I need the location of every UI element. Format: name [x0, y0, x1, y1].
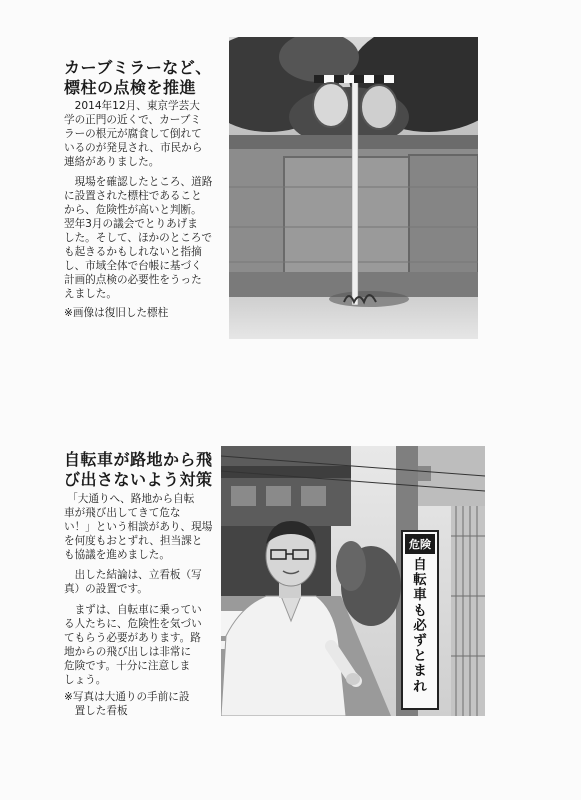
section2-paragraph-3 — [64, 603, 219, 687]
text-line: 現場を確認したところ、道路 — [74, 176, 213, 188]
sign-char: ま — [413, 663, 427, 680]
text-line: に設置された標柱であること — [64, 190, 202, 202]
text-line: 学の正門の近くで、カーブミ — [64, 114, 201, 126]
text-line: る人たちに、危険性を気づい — [64, 618, 202, 630]
text-line: い！」という相談があり、現場 — [64, 521, 213, 533]
text-line: まずは、自転車に乗ってい — [74, 604, 202, 616]
text-line: 翌年3月の議会でとりあげま — [64, 218, 198, 230]
text-line: も協議を進めました。 — [64, 549, 170, 561]
sign-char: 必 — [413, 617, 427, 634]
text-line: を何度もおとずれ、担当課と — [64, 535, 203, 547]
text-line: 地からの飛び出しは非常に — [64, 646, 192, 658]
section2-paragraph-1 — [64, 492, 219, 562]
sign-char: 自 — [413, 557, 427, 573]
photo-bicycle-warning-sign — [221, 446, 485, 716]
section2-caption — [64, 690, 219, 718]
section1-title — [64, 58, 224, 98]
sign-char: ず — [413, 633, 427, 650]
photo-curve-mirror-pole — [229, 37, 478, 339]
text-line: 「大通りへ、路地から自転 — [67, 493, 195, 505]
section1-paragraph-2 — [64, 175, 224, 301]
text-line: えました。 — [64, 288, 117, 300]
text-line: 連絡がありました。 — [64, 156, 160, 168]
text-line: ラーの根元が腐食して倒れて — [64, 128, 202, 140]
text-line: 出した結論は、立看板（写 — [74, 569, 202, 581]
text-line: ※写真は大通りの手前に設 — [64, 691, 190, 703]
text-line: 2014年12月、東京学芸大 — [74, 100, 200, 112]
text-line: も起きるかもしれないと指摘 — [64, 246, 202, 258]
text-line: 真）の設置です。 — [64, 583, 148, 595]
text-line: した。そして、ほかのところで — [64, 232, 212, 244]
text-line: しょう。 — [64, 674, 107, 686]
section1-title-line2: 標柱の点検を推進 — [64, 78, 197, 97]
text-line: 危険です。十分に注意しま — [64, 660, 191, 672]
section1-paragraph-1 — [64, 99, 224, 169]
text-line: し、市域全体で台帳に基づく — [64, 260, 202, 272]
text-line: いるのが発見され、市民から — [64, 142, 203, 154]
text-line: 車が飛び出してきて危な — [64, 507, 181, 519]
sign-char: れ — [413, 678, 427, 695]
curve-mirror-photo-illustration — [229, 37, 478, 339]
section2-title — [64, 450, 224, 490]
sign-vertical-text — [405, 558, 435, 695]
section1-caption: ※画像は復旧した標柱 — [64, 307, 169, 319]
section2-title-line1: 自転車が路地から飛 — [64, 450, 213, 469]
text-line: 計画的点検の必要性をうった — [64, 274, 202, 286]
section2-title-line2: び出さないよう対策 — [64, 470, 213, 489]
text-line: てもらう必要があります。路 — [64, 632, 201, 644]
sign-char: と — [413, 648, 427, 665]
section2-paragraph-2 — [64, 568, 219, 596]
bicycle-sign-photo-illustration — [221, 446, 485, 716]
sign-header-danger: 危険 — [409, 538, 431, 551]
text-line: から、危険性が高いと判断。 — [64, 204, 202, 216]
sign-char: 車 — [413, 587, 427, 604]
text-line: 置した看板 — [74, 705, 128, 717]
sign-char: 転 — [413, 572, 427, 589]
sign-char: も — [413, 602, 427, 619]
section1-title-line1: カーブミラーなど、 — [64, 58, 212, 77]
